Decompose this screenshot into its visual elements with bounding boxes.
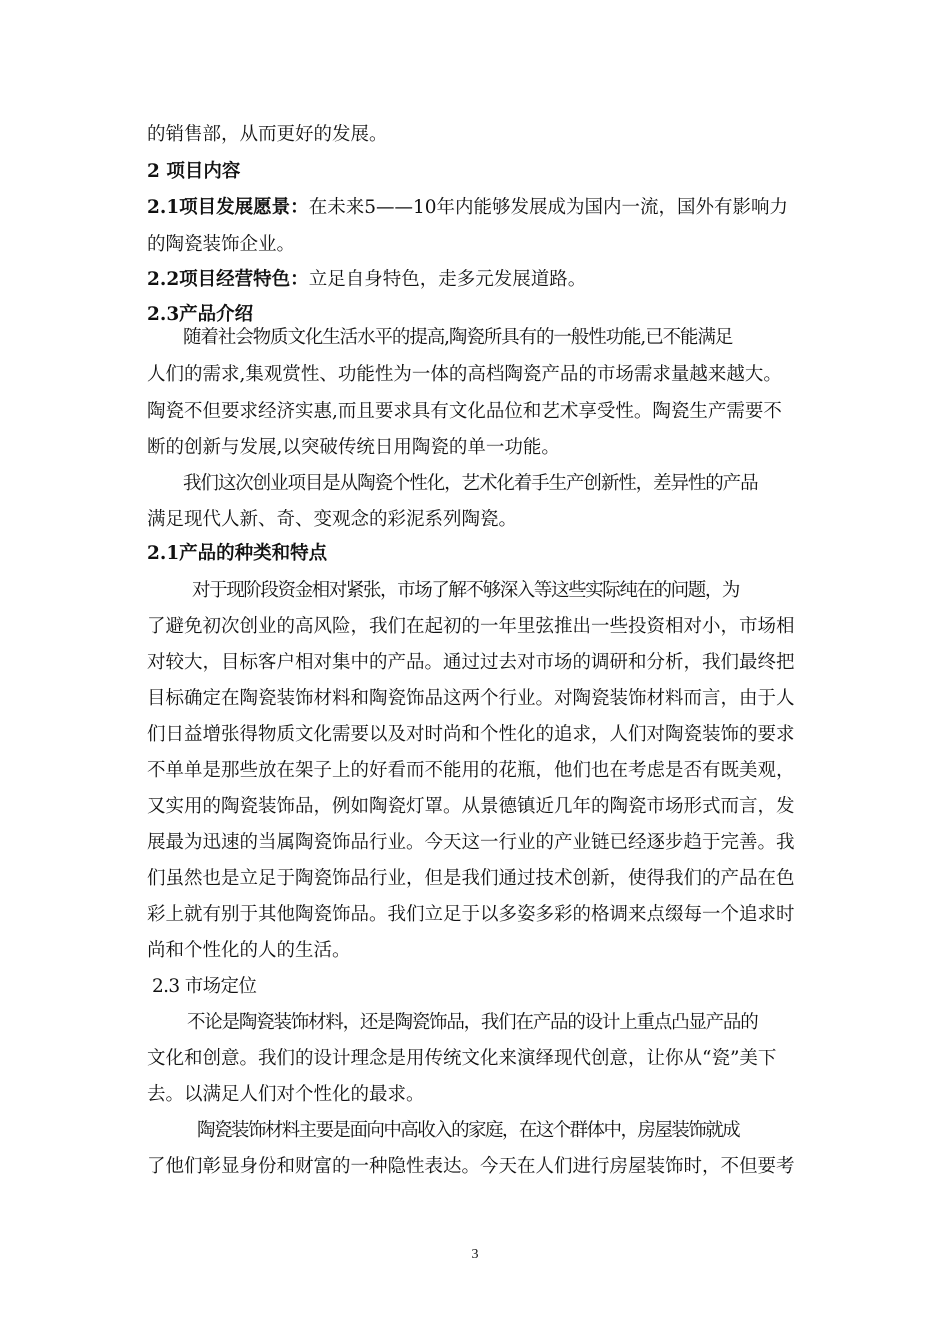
body-text-line: 尚和个性化的人的生活。 [147,940,351,961]
body-text-line [147,266,817,294]
body-text-line: 不论是陶瓷装饰材料，还是陶瓷饰品，我们在产品的设计上重点凸显产品的 [187,1012,758,1033]
body-text-line: 随着社会物质文化生活水平的提高,陶瓷所具有的一般性功能,已不能满足 [183,327,733,348]
body-text-line: 展最为迅速的当属陶瓷饰品行业。今天这一行业的产业链已经逐步趋于完善。我 [147,832,795,853]
body-text-line: 文化和创意。我们的设计理念是用传统文化来演绎现代创意，让你从“瓷”美下 [147,1048,777,1069]
body-text-line: 目标确定在陶瓷装饰材料和陶瓷饰品这两个行业。对陶瓷装饰材料而言，由于人 [147,688,795,709]
body-text-line [147,194,817,222]
body-text-line: 断的创新与发展,以突破传统日用陶瓷的单一功能。 [147,437,560,458]
body-text-line: 的陶瓷装饰企业。 [147,234,296,255]
body-text-line: 人们的需求,集观赏性、功能性为一体的高档陶瓷产品的市场需求量越来越大。 [147,364,782,385]
subsection-heading: 2.3产品介绍 [147,304,254,325]
section-heading: 2 项目内容 [147,161,241,182]
body-text-line: 彩上就有别于其他陶瓷饰品。我们立足于以多姿多彩的格调来点缀每一个追求时 [147,904,795,925]
body-text-line: 不单单是那些放在架子上的好看而不能用的花瓶，他们也在考虑是否有既美观， [147,760,795,781]
body-text-line: 去。以满足人们对个性化的最求。 [147,1084,425,1105]
body-text-line: 们虽然也是立足于陶瓷饰品行业，但是我们通过技术创新，使得我们的产品在色 [147,868,795,889]
body-text-line: 我们这次创业项目是从陶瓷个性化，艺术化着手生产创新性，差异性的产品 [183,473,758,494]
subheading-label: 2.1项目发展愿景： [147,197,309,218]
body-text: 立足自身特色，走多元发展道路。 [308,269,587,290]
subsection-heading: 2.1产品的种类和特点 [147,543,328,564]
body-text-line: 又实用的陶瓷装饰品，例如陶瓷灯罩。从景德镇近几年的陶瓷市场形式而言，发 [147,796,795,817]
body-text-line: 对于现阶段资金相对紧张，市场了解不够深入等这些实际纯在的问题，为 [192,580,740,601]
body-text-line: 满足现代人新、奇、变观念的彩泥系列陶瓷。 [147,509,518,530]
body-text-line: 陶瓷不但要求经济实惠,而且要求具有文化品位和艺术享受性。陶瓷生产需要不 [147,401,782,422]
page-number: 3 [471,1247,479,1262]
body-text-line: 陶瓷装饰材料主要是面向中高收入的家庭，在这个群体中，房屋装饰就成 [197,1120,740,1141]
subheading-label: 2.2项目经营特色： [147,269,309,290]
body-text-line: 的销售部，从而更好的发展。 [147,124,388,145]
body-text-line: 对较大，目标客户相对集中的产品。通过过去对市场的调研和分析，我们最终把 [147,652,795,673]
body-text-line: 了避免初次创业的高风险，我们在起初的一年里弦推出一些投资相对小，市场相 [147,616,795,637]
body-text-line: 了他们彰显身份和财富的一种隐性表达。今天在人们进行房屋装饰时，不但要考 [147,1156,795,1177]
subsection-heading: 2.3 市场定位 [152,976,257,997]
body-text-line: 们日益增张得物质文化需要以及对时尚和个性化的追求，人们对陶瓷装饰的要求 [147,724,795,745]
body-text: 在未来5——10年内能够发展成为国内一流，国外有影响力 [308,197,789,218]
